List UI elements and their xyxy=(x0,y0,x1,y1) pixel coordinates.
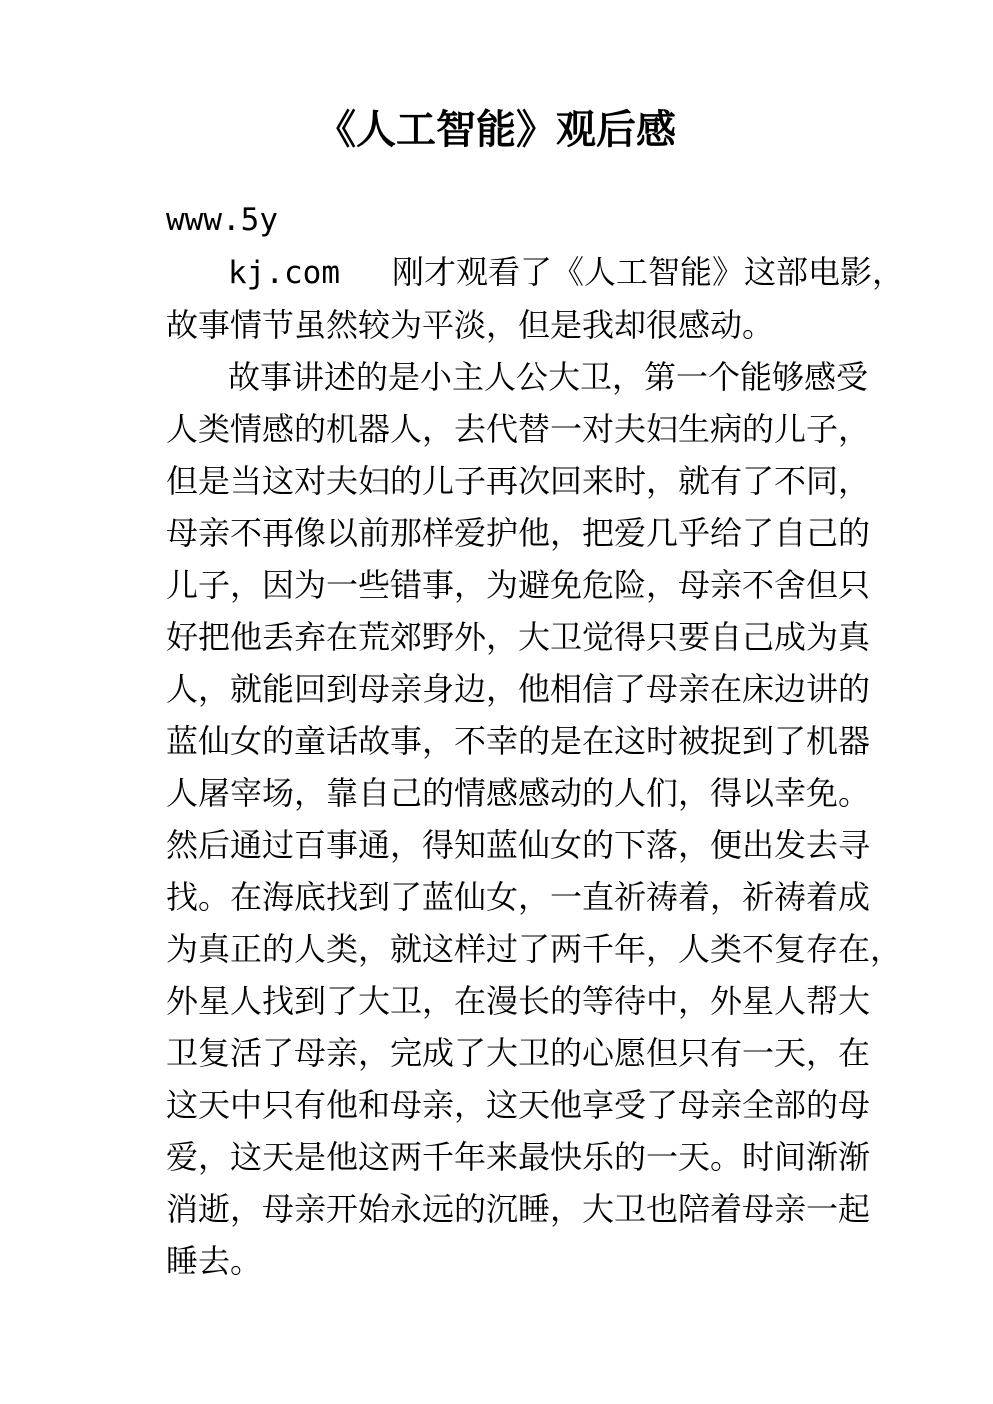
text-line: 睡去。 xyxy=(166,1242,263,1280)
text-line: 故事情节虽然较为平淡，但是我却很感动。 xyxy=(166,306,775,344)
text-line: 这天中只有他和母亲，这天他享受了母亲全部的母 xyxy=(166,1086,871,1124)
text-line xyxy=(166,246,904,299)
page-title: 《人工智能》观后感 xyxy=(316,108,676,152)
text-line: 爱，这天是他这两千年来最快乐的一天。时间渐渐 xyxy=(166,1138,871,1176)
text-line: 故事讲述的是小主人公大卫，第一个能够感受 xyxy=(228,358,869,396)
text-line: 卫复活了母亲，完成了大卫的心愿但只有一天，在 xyxy=(166,1034,871,1072)
text-line: 找。在海底找到了蓝仙女，一直祈祷着，祈祷着成 xyxy=(166,878,871,916)
text-line: 然后通过百事通，得知蓝仙女的下落，便出发去寻 xyxy=(166,826,871,864)
text-line: 但是当这对夫妇的儿子再次回来时，就有了不同， xyxy=(166,462,871,500)
text-line: 人屠宰场，靠自己的情感感动的人们，得以幸免。 xyxy=(166,774,871,812)
watermark-line-1: www.5y xyxy=(166,202,278,238)
text-line: 母亲不再像以前那样爱护他，把爱几乎给了自己的 xyxy=(166,514,871,552)
text-line: 儿子，因为一些错事，为避免危险，母亲不舍但只 xyxy=(166,566,871,604)
document-content xyxy=(0,106,993,1287)
text-line: 外星人找到了大卫，在漫长的等待中，外星人帮大 xyxy=(166,982,871,1020)
document-body xyxy=(166,194,904,1287)
watermark-line-2: kj.com xyxy=(228,255,340,291)
paragraph-1-text: 刚才观看了《人工智能》这部电影， xyxy=(391,253,904,291)
text-line: 消逝，母亲开始永远的沉睡，大卫也陪着母亲一起 xyxy=(166,1190,871,1228)
text-line: 人，就能回到母亲身边，他相信了母亲在床边讲的 xyxy=(166,670,871,708)
text-line: 为真正的人类，就这样过了两千年，人类不复存在， xyxy=(166,930,903,968)
text-line: 蓝仙女的童话故事，不幸的是在这时被捉到了机器 xyxy=(166,722,871,760)
text-line: 好把他丢弃在荒郊野外，大卫觉得只要自己成为真 xyxy=(166,618,871,656)
text-line: 人类情感的机器人，去代替一对夫妇生病的儿子， xyxy=(166,410,871,448)
